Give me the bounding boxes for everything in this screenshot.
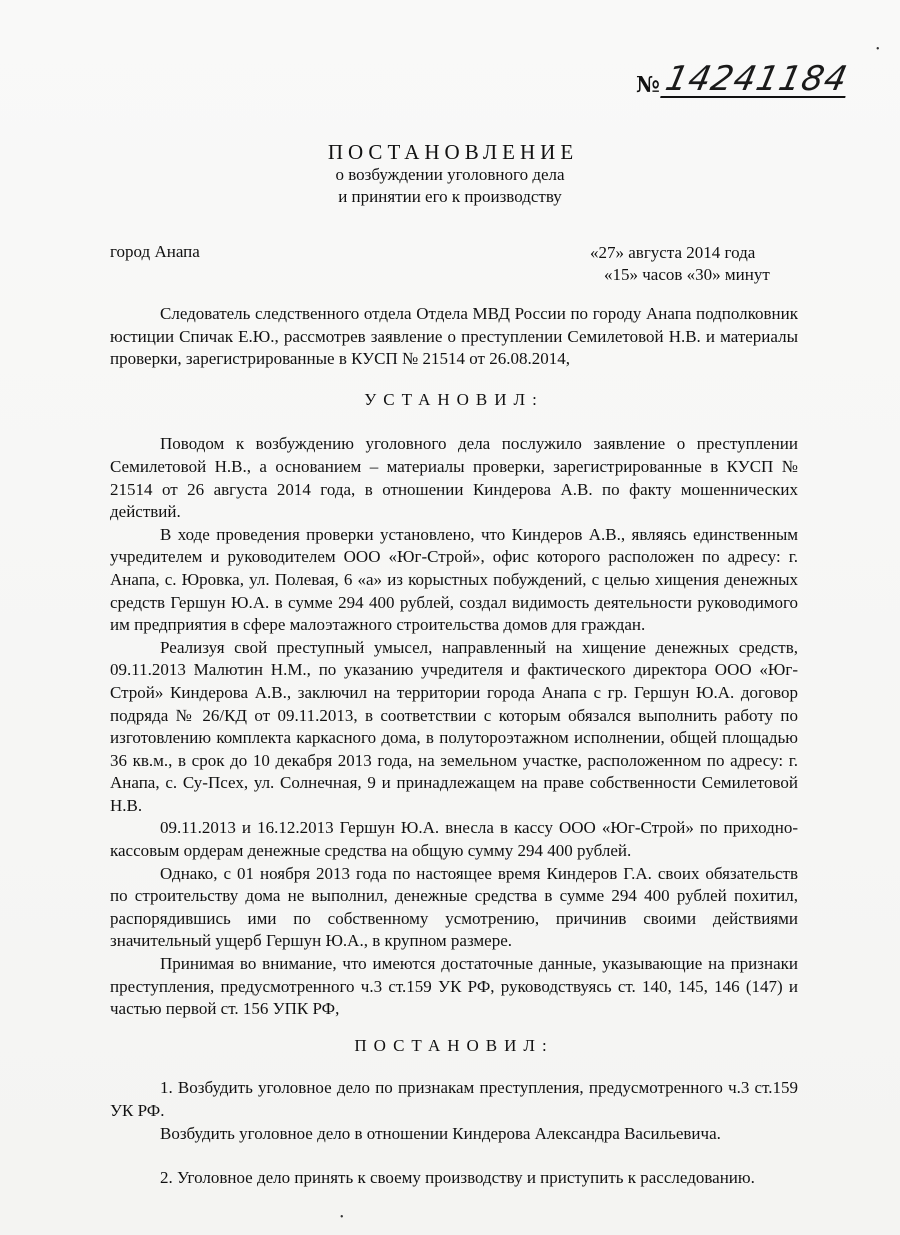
scan-speck: •	[876, 44, 880, 55]
established-paragraph: Принимая во внимание, что имеются достаточные данные, указывающие на признаки преступления, предусмотренного ч.3 ст.159 УК РФ, руководствуясь ст. 140, 145, 146 (147) и частью первой ст. 156 УПК РФ,	[110, 954, 798, 1019]
established-paragraph: Однако, с 01 ноября 2013 года по настоящее время Киндеров Г.А. своих обязательств по строительству дома не выполнил, денежные средства в сумме 294 400 рублей похитил, распорядившись ими по собственному усмотрению, причинив своими действиями значительный ущерб Гершун Ю.А., в крупном размере.	[110, 863, 798, 951]
city: город Анапа	[110, 242, 200, 261]
document-subtitle-line2: и принятии его к производству	[338, 187, 562, 206]
resolved-item: 2. Уголовное дело принять к своему производству и приступить к расследованию.	[160, 1168, 755, 1188]
established-heading: УСТАНОВИЛ:	[364, 389, 544, 409]
established-paragraph: Реализуя свой преступный умысел, направленный на хищение денежных средств, 09.11.2013 Малютин Н.М., по указанию учредителя и фактического директора ООО «Юг-Строй» Киндерова А.В., заключил на территории города Анапа с гр. Гершун Ю.А. договор подряда № 26/КД от 09.11.2013, в соответствии с которым обязался выполнить работу по изготовлению комплекта каркасного дома, в полутороэтажном исполнении, общей площадью 36 кв.м., в срок до 10 декабря 2013 года, на земельном участке, расположенном по адресу: г. Анапа, с. Су-Псех, ул. Солнечная, 9 и принадлежащем на праве собственности Семилетовой Н.В.	[110, 637, 798, 815]
intro-paragraph: Следователь следственного отдела Отдела МВД России по городу Анапа подполковник юстиции Спичак Е.Ю., рассмотрев заявление о преступлении Семилетовой Н.В. и материалы проверки, зарегистрированные в КУСП № 21514 от 26.08.2014,	[110, 304, 798, 369]
resolved-item: Возбудить уголовное дело в отношении Киндерова Александра Васильевича.	[160, 1123, 721, 1143]
established-paragraph: Поводом к возбуждению уголовного дела послужило заявление о преступлении Семилетовой Н.В., а основанием – материалы проверки, зарегистрированные в КУСП № 21514 от 26 августа 2014 года, в отношении Киндерова А.В. по факту мошеннических действий.	[110, 434, 798, 522]
date: «27» августа 2014 года	[590, 243, 756, 262]
resolved-item: 1. Возбудить уголовное дело по признакам преступления, предусмотренного ч.3 ст.159 УК РФ.	[110, 1078, 798, 1120]
date-time-block	[590, 242, 770, 286]
handwritten-number: 14241184	[661, 59, 852, 99]
title-block	[0, 140, 900, 208]
document-number	[636, 59, 852, 99]
resolved-heading: ПОСТАНОВИЛ:	[354, 1035, 554, 1055]
document-subtitle-line1: о возбуждении уголовного дела	[335, 165, 565, 184]
established-paragraph: 09.11.2013 и 16.12.2013 Гершун Ю.А. внесла в кассу ООО «Юг-Строй» по приходно-кассовым ордерам денежные средства на общую сумму 294 400 рублей.	[110, 818, 798, 861]
number-sign: №	[636, 72, 660, 98]
spacer	[110, 1145, 798, 1167]
scan-speck: •	[340, 1212, 344, 1223]
time: «15» часов «30» минут	[604, 265, 770, 284]
document-body	[110, 303, 798, 1190]
document-title: ПОСТАНОВЛЕНИЕ	[327, 140, 579, 164]
established-paragraph: В ходе проведения проверки установлено, что Киндеров А.В., являясь единственным учредителем и руководителем ООО «Юг-Строй», офис которого расположен по адресу: г. Анапа, с. Юровка, ул. Полевая, 6 «а» из корыстных побуждений, с целью хищения денежных средств Гершун Ю.А. в сумме 294 400 рублей, создал видимость деятельности руководимого им предприятия в сфере малоэтажного строительства домов для граждан.	[110, 524, 798, 635]
